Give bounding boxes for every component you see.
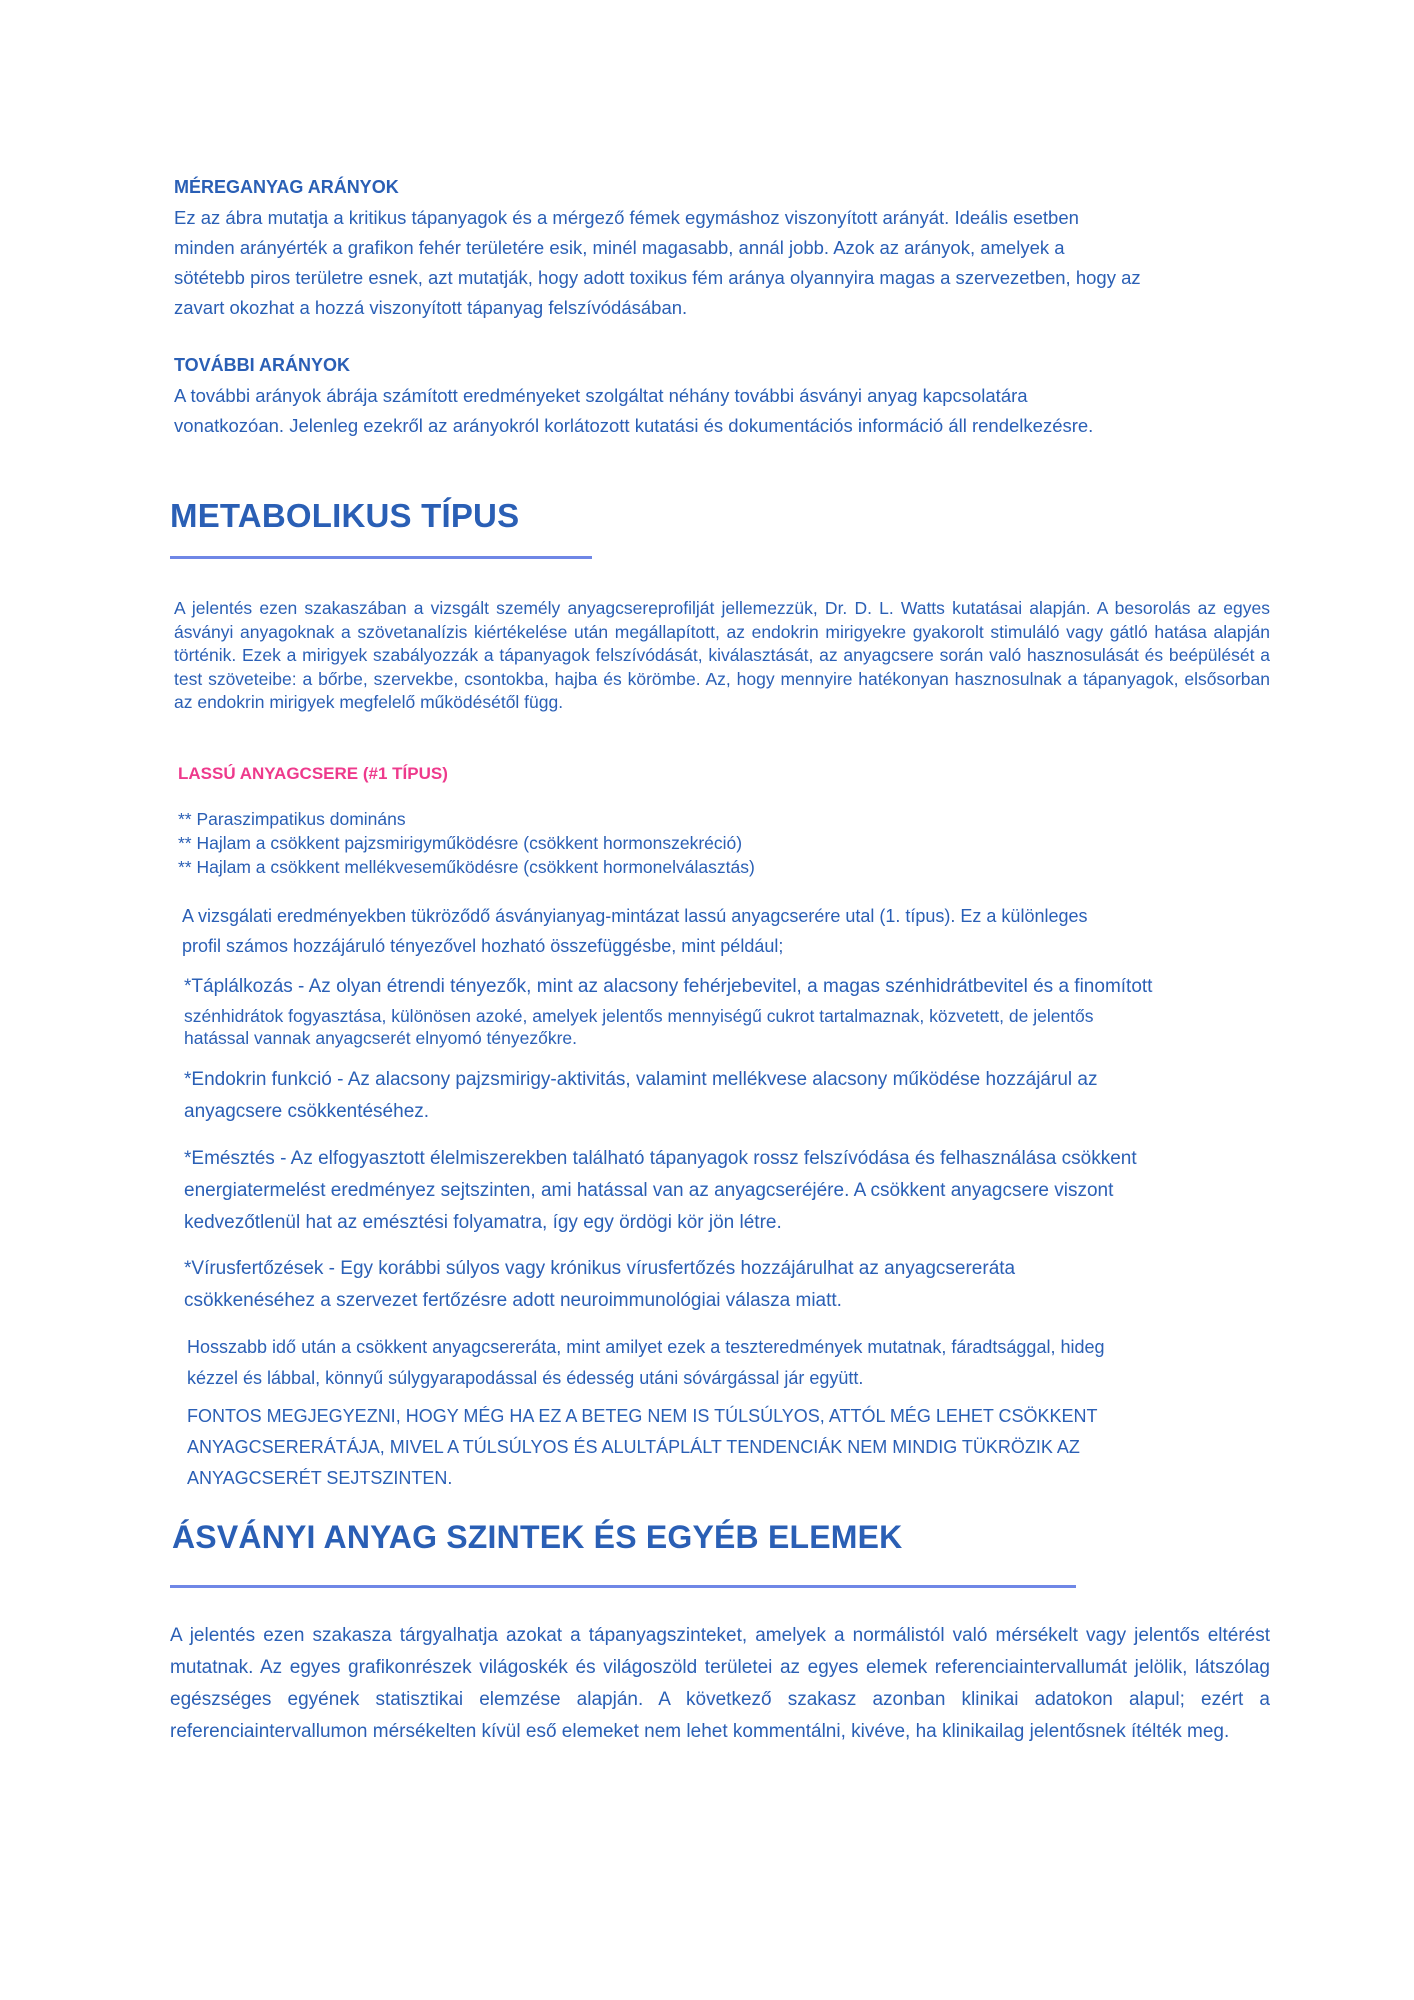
text-line: hatással vannak anyagcserét elnyomó tényezőkre. [184, 1028, 578, 1048]
metabolic-result-text [182, 901, 1282, 961]
text-line: minden arányérték a grafikon fehér területére esik, minél magasabb, annál jobb. Azok az arányok, amelyek a [174, 237, 1065, 258]
text-line: ANYAGCSERERÁTÁJA, MIVEL A TÚLSÚLYOS ÉS ALULTÁPLÁLT TENDENCIÁK NEM MINDIG TÜKRÖZIK AZ [187, 1437, 1080, 1457]
important-note [187, 1401, 1297, 1494]
metabolic-type-title: METABOLIKUS TÍPUS [170, 497, 520, 534]
text-line: energiatermelést eredményez sejtszinten, ami hatással van az anyagcseréjére. A csökkent anyagcsere viszont [184, 1180, 1114, 1201]
list-item: ** Hajlam a csökkent mellékveseműködésre (csökkent hormonelválasztás) [178, 857, 755, 877]
text-line: *Emésztés - Az elfogyasztott élelmiszerekben található tápanyagok rossz felszívódása és felhasználása csökkent [184, 1148, 1137, 1169]
toxic-ratios-heading: MÉREGANYAG ARÁNYOK [174, 177, 399, 197]
text-line: kézzel és lábbal, könnyű súlygyarapodással és édesség utáni sóvárgással jár együtt. [187, 1368, 864, 1388]
toxic-ratios-text [174, 203, 1294, 323]
metabolic-intro: A jelentés ezen szakaszában a vizsgált személy anyagcsereprofilját jellemezzük, Dr. D. L. Watts kutatásai alapján. A besorolás az egyes ásványi anyagoknak a szövetanalízis kiértékelése után megállapított, az endokrin mirigyekre gyakorolt stimuláló vagy gátló hatása alapján történik. Ezek a mirigyek szabályozzák a tápanyagok felszívódását, kiválasztását, az anyagcsere során való hasznosulását és beépülését a test szöveteibe: a bőrbe, szervekbe, csontokba, hajba és körömbe. Az, hogy mennyire hatékonyan hasznosulnak a tápanyagok, elsősorban az endokrin mirigyek megfelelő működésétől függ. [174, 598, 1270, 712]
minerals-title: ÁSVÁNYI ANYAG SZINTEK ÉS EGYÉB ELEMEK [172, 1519, 903, 1555]
list-item: ** Paraszimpatikus domináns [178, 809, 406, 829]
text-line: *Vírusfertőzések - Egy korábbi súlyos vagy krónikus vírusfertőzés hozzájárulhat az anyagcsereráta [184, 1258, 1016, 1279]
text-line: FONTOS MEGJEGYEZNI, HOGY MÉG HA EZ A BETEG NEM IS TÚLSÚLYOS, ATTÓL MÉG LEHET CSÖKKENT [187, 1406, 1098, 1426]
text-line: Ez az ábra mutatja a kritikus tápanyagok és a mérgező fémek egymáshoz viszonyított arányát. Ideális esetben [174, 207, 1079, 228]
additional-ratios-text [174, 381, 1294, 441]
text-line: csökkenéséhez a szervezet fertőzésre adott neuroimmunológiai válasza miatt. [184, 1290, 842, 1311]
text-line: szénhidrátok fogyasztása, különösen azoké, amelyek jelentős mennyiségű cukrot tartalmaznak, közvetett, de jelentős [184, 1006, 1094, 1026]
factor-viral [184, 1253, 1294, 1317]
text-line: *Endokrin funkció - Az alacsony pajzsmirigy-aktivitás, valamint mellékvese alacsony működése hozzájárul az [184, 1069, 1098, 1090]
section-divider [170, 1585, 1076, 1588]
factor-nutrition [184, 972, 1294, 1048]
text-line: anyagcsere csökkentéséhez. [184, 1101, 430, 1122]
factor-digestion [184, 1143, 1294, 1239]
text-line: kedvezőtlenül hat az emésztési folyamatra, így egy ördögi kör jön létre. [184, 1212, 782, 1233]
list-item: ** Hajlam a csökkent pajzsmirigyműködésre (csökkent hormonszekréció) [178, 833, 743, 853]
text-line: ANYAGCSERÉT SEJTSZINTEN. [187, 1468, 453, 1488]
longterm-effects [187, 1332, 1297, 1394]
text-line: sötétebb piros területre esnek, azt mutatják, hogy adott toxikus fém aránya olyannyira magas a szervezetben, hogy az [174, 267, 1141, 288]
text-line: profil számos hozzájáruló tényezővel hozható összefüggésbe, mint például; [182, 936, 784, 956]
text-line: vonatkozóan. Jelenleg ezekről az arányokról korlátozott kutatási és dokumentációs információ áll rendelkezésre. [174, 415, 1094, 436]
text-line: Hosszabb idő után a csökkent anyagcsereráta, mint amilyet ezek a teszteredmények mutatnak, fáradtsággal, hideg [187, 1337, 1105, 1357]
factor-endocrine [184, 1064, 1294, 1128]
text-line: zavart okozhat a hozzá viszonyított tápanyag felszívódásában. [174, 297, 688, 318]
text-line: A további arányok ábrája számított eredményeket szolgáltat néhány további ásványi anyag kapcsolatára [174, 385, 1028, 406]
text-line: *Táplálkozás - Az olyan étrendi tényezők, mint az alacsony fehérjebevitel, a magas szénhidrátbevitel és a finomított [184, 976, 1153, 997]
text-line: A vizsgálati eredményekben tükröződő ásványianyag-mintázat lassú anyagcserére utal (1. típus). Ez a különleges [182, 906, 1088, 926]
minerals-body: A jelentés ezen szakasza tárgyalhatja azokat a tápanyagszinteket, amelyek a normálistól való mérsékelt vagy jelentős eltérést mutatnak. Az egyes grafikonrészek világoskék és világoszöld területei az egyes elemek referenciaintervallumát jelölik, látszólag egészséges egyének statisztikai elemzése alapján. A következő szakasz azonban klinikai adatokon alapul; ezért a referenciaintervallumon mérsékelten kívül eső elemeket nem lehet kommentálni, kivéve, ha klinikailag jelentősnek ítélték meg. [170, 1625, 1270, 1742]
metabolic-bullet-list [178, 807, 755, 879]
section-divider [170, 556, 592, 559]
metabolic-type-heading: LASSÚ ANYAGCSERE (#1 TÍPUS) [178, 764, 448, 783]
additional-ratios-heading: TOVÁBBI ARÁNYOK [174, 355, 351, 375]
